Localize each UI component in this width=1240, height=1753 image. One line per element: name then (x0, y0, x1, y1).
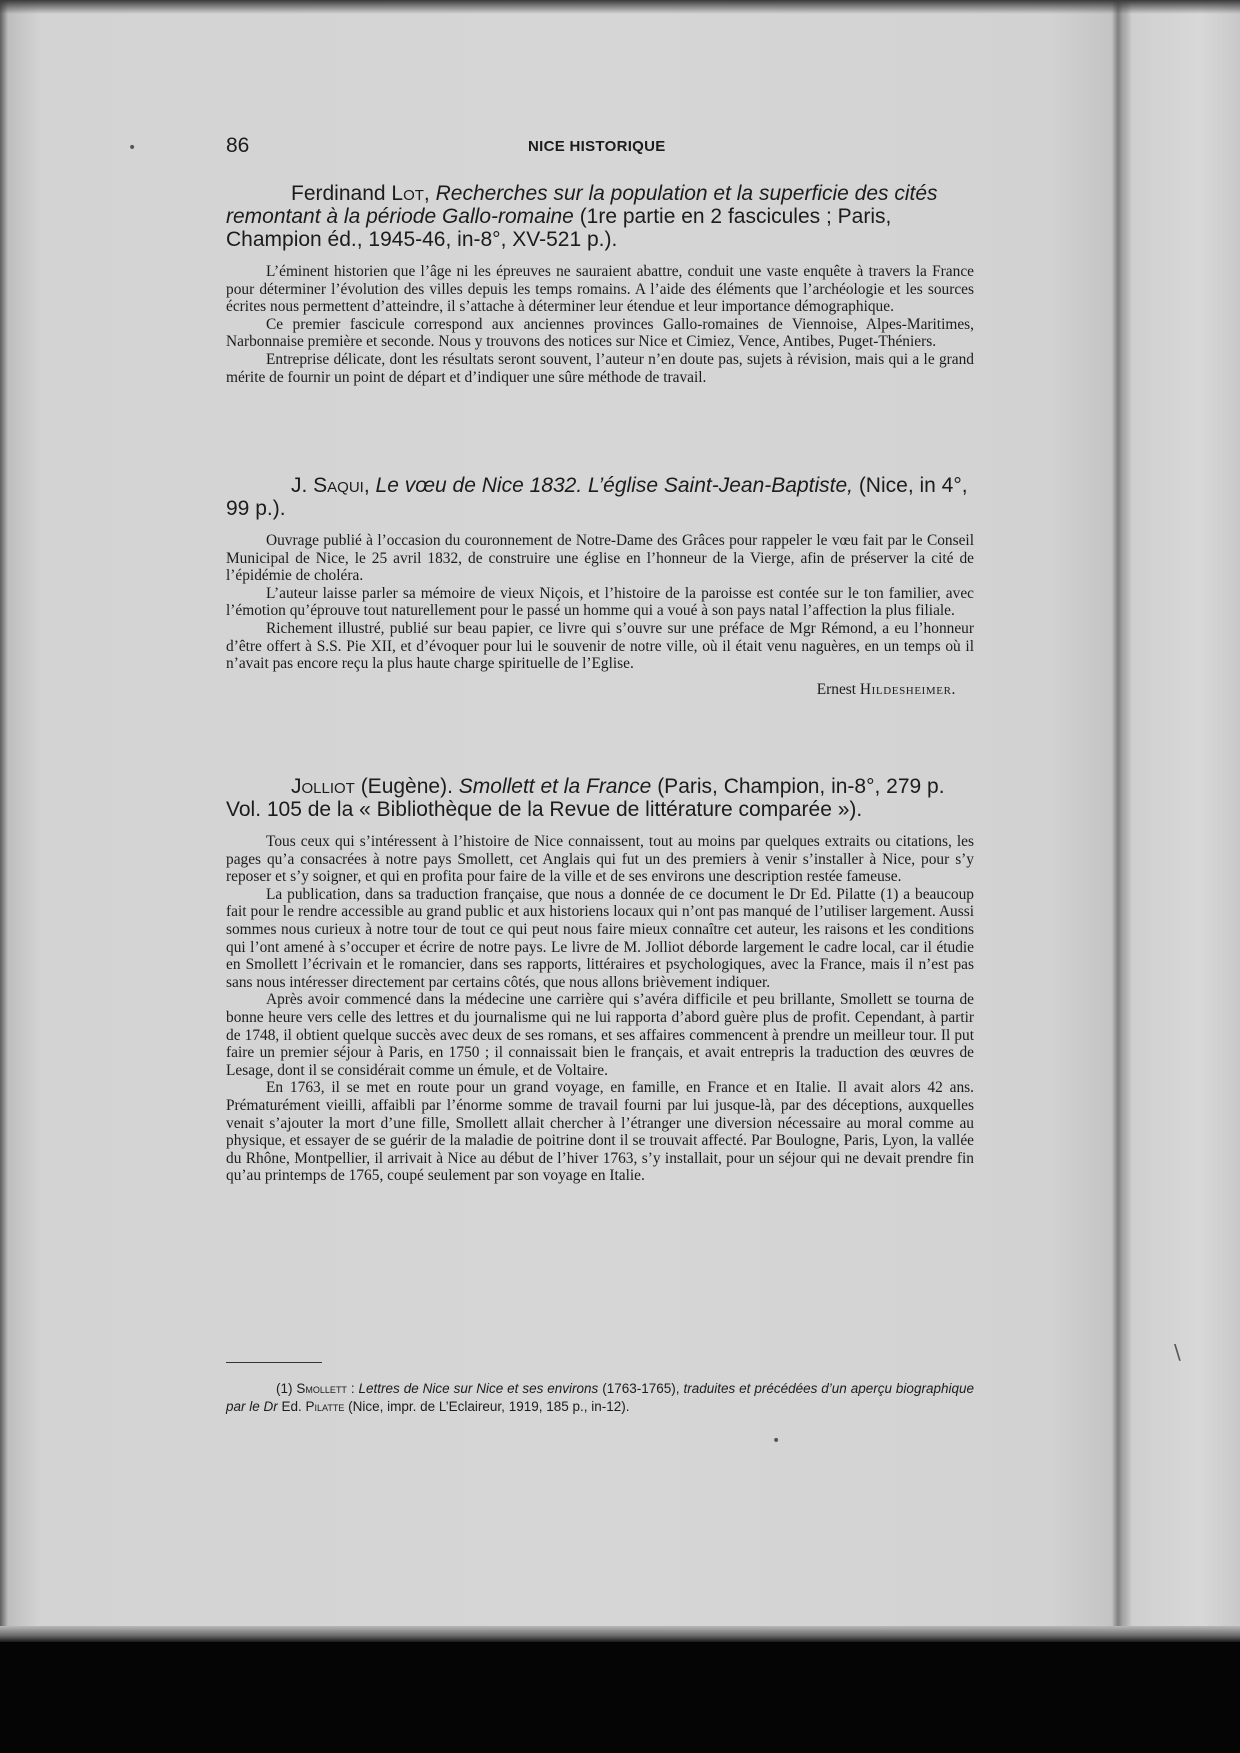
review-work-title: Smollett et la France (458, 775, 652, 798)
review-paragraph: Ce premier fascicule correspond aux anciennes provinces Gallo-romaines de Viennoise, Alpes-Maritimes, Narbonnaise première et seconde. Nous y trouvons des notices sur Nice et Cimiez, Vence, Antibes, Puget-Théniers. (226, 315, 974, 351)
review-saqui (226, 474, 974, 699)
review-paragraph: Richement illustré, publié sur beau papier, ce livre qui s’ouvre sur une préface de Mgr Rémond, a eu l’honneur d’être offert à S.S. Pie XII, et d’évoquer pour lui le souvenir de notre ville, où il était venu naguères, en un temps où il n’avait pas encore reçu la plus haute charge spirituelle de l’Eglise. (226, 619, 974, 673)
footnote-imprint: (Nice, impr. de L’Eclaireur, 1919, 185 p., in-12). (344, 1399, 630, 1414)
review-author-last: Lot (391, 182, 424, 205)
review-lot (226, 182, 974, 386)
footnote (226, 1380, 974, 1416)
footnote-work-title: Lettres de Nice sur Nice et ses environs (358, 1381, 599, 1396)
review-title-separator: , (363, 474, 376, 497)
review-author-last: Jolliot (291, 775, 355, 798)
footnote-dates: (1763-1765), (598, 1381, 684, 1396)
review-title (226, 182, 974, 251)
scan-mark: \ (1174, 1340, 1181, 1364)
review-title-separator: , (423, 182, 436, 205)
review-paragraph: En 1763, il se met en route pour un grand voyage, en famille, en France et en Italie. Il avait alors 42 ans. Prématurément vieilli, affaibli par l’énorme somme de travail fourni par lui jusque-là, par des déceptions, auxquelles venait s’ajouter la mort d’une fille, Smollett allait chercher à l’étranger une diversion nécessaire au moral comme au physique, et essayer de se guérir de la maladie de poitrine dont il se trouvait affecté. Par Boulogne, Paris, Lyon, la vallée du Rhône, Montpellier, il arrivait à Nice au début de l’hiver 1763, s’y installait, pour un séjour qui ne devait prendre fin qu’au printemps de 1765, coupé seulement par son voyage en Italie. (226, 1079, 974, 1185)
review-author-first: Ferdinand (291, 182, 392, 205)
footnote-separator (226, 1362, 322, 1363)
review-publication-details: (Paris, Champion, in-8°, 279 p. Vol. 105 de la « Bibliothèque de la Revue de littérature comparée »). (226, 775, 945, 821)
signature-first-name: Ernest (816, 680, 860, 698)
review-title (226, 474, 974, 520)
scan-speck: • (772, 1433, 781, 1449)
footnote-editor-last: Pilatte (305, 1399, 345, 1414)
scanner-black-border (0, 1642, 1240, 1753)
review-publication-details: (1re partie en 2 fascicules ; Paris, Champion éd., 1945-46, in-8°, XV-521 p.). (226, 205, 892, 251)
review-publication-details: (Nice, in 4°, 99 p.). (226, 474, 968, 520)
review-author-first: J. (291, 474, 314, 497)
page-number: 86 (226, 134, 250, 157)
review-paragraph: L’auteur laisse parler sa mémoire de vieux Niçois, et l’histoire de la paroisse est contée sur le ton familier, avec l’émotion qu’éprouve tout naturellement pour le passé un homme qui a voué à son pays natal l’affection la plus filiale. (226, 584, 974, 620)
review-signature (226, 681, 974, 699)
footnote-editor-first: Ed. (277, 1399, 306, 1414)
footnote-marker: (1) (276, 1381, 297, 1396)
scan-speck: • (128, 140, 137, 156)
signature-last-name: Hildesheimer. (859, 680, 956, 698)
review-paragraph: Après avoir commencé dans la médecine une carrière qui s’avéra difficile et peu brillante, Smollett se tourna de bonne heure vers celle des lettres et du journalisme qui ne lui rapporta d’abord guère plus de profit. Cependant, à partir de 1748, il obtient quelque succès avec deux de ses romans, et ses affaires commencent à prendre un meilleur tour. Il put faire un premier séjour à Paris, en 1750 ; il connaissait bien le français, et avait entrepris la traduction des œuvres de Lesage, dont il se considérait comme un émule, et de Voltaire. (226, 991, 974, 1079)
review-work-title: Le vœu de Nice 1832. L’église Saint-Jean-Baptiste, (375, 474, 853, 497)
review-title-separator: (Eugène). (354, 775, 459, 798)
running-head: NICE HISTORIQUE (528, 138, 666, 155)
review-paragraph: L’éminent historien que l’âge ni les épreuves ne sauraient abattre, conduit une vaste enquête à travers la France pour déterminer l’évolution des villes depuis les temps romains. A l’aide des éléments que l’archéologie et les sources écrites nous permettent d’atteindre, il s’attache à déterminer leur étendue et leur importance démographique. (226, 263, 974, 316)
footnote-note: traduites et précédées d’un aperçu biographique par le Dr (226, 1381, 974, 1414)
review-paragraph: Entreprise délicate, dont les résultats seront souvent, l’auteur n’en doute pas, sujets à révision, mais qui a le grand mérite de fournir un point de départ et d’indiquer une sûre méthode de travail. (226, 350, 974, 386)
review-title (226, 775, 974, 821)
footnote-separator-text: : (346, 1381, 359, 1396)
review-author-last: Saqui (313, 474, 364, 497)
review-work-title: Recherches sur la population et la superficie des cités remontant à la période Gallo-romaine (226, 182, 938, 228)
review-paragraph: La publication, dans sa traduction française, que nous a donnée de ce document le Dr Ed. Pilatte (1) a beaucoup fait pour le rendre accessible au grand public et aux historiens locaux qui n’ont pas manqué de l’utiliser largement. Aussi sommes nous curieux à notre tour de tout ce qui peut nous faire mieux connaître cet auteur, les raisons et les conditions qui l’ont amené à s’occuper et écrire de notre pays. Le livre de M. Jolliot déborde largement le cadre local, car il étudie en Smollett l’écrivain et le romancier, dans ses rapports, littéraires et psychologiques, avec la France, mais il n’est pas sans nous intéresser directement par certains côtés, que nous allons brièvement indiquer. (226, 885, 974, 991)
review-paragraph: Tous ceux qui s’intéressent à l’histoire de Nice connaissent, tout au moins par quelques extraits ou citations, les pages qu’a consacrées à notre pays Smollett, cet Anglais qui fut un des premiers à venir s’installer à Nice, pour s’y reposer et s’y soigner, et qui en profita pour faire de la ville et de ses environs une description restée fameuse. (226, 833, 974, 886)
review-paragraph: Ouvrage publié à l’occasion du couronnement de Notre-Dame des Grâces pour rappeler le vœu fait par le Conseil Municipal de Nice, le 25 avril 1832, de construire une église en l’honneur de la Vierge, afin de préserver la cité de l’épidémie de choléra. (226, 532, 974, 585)
footnote-author: Smollett (296, 1381, 347, 1396)
review-jolliot (226, 775, 974, 1185)
